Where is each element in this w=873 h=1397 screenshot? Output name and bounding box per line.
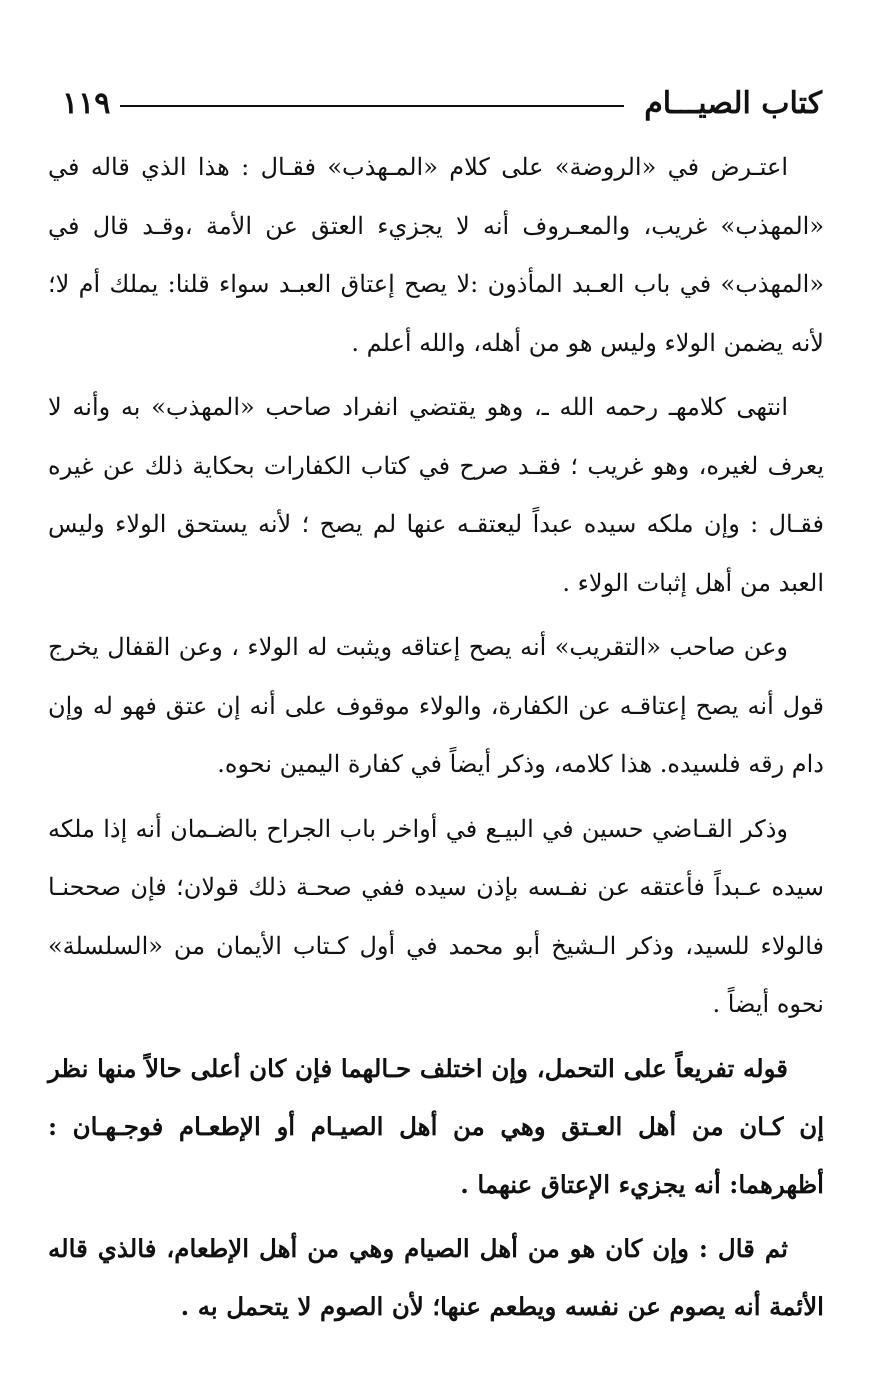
header-rule xyxy=(120,105,624,107)
paragraph-1: اعتـرض في «الروضة» على كلام «المـهذب» فقـال : هذا الذي قاله في «المهذب» غريب، والمعـروف أنه لا يجزيء العتق عن الأمة ،وقـد قال في «المهذب» في باب العـبد المأذون :لا يصح إعتاق العبـد سواء قلنا: يملك أم لا؛ لأنه يضمن الولاء وليس هو من أهله، والله أعلم . xyxy=(48,153,824,357)
paragraph-3: وعن صاحب «التقريب» أنه يصح إعتاقه ويثبت له الولاء ، وعن القفال يخرج قول أنه يصح إعتاقـه عن الكفارة، والولاء موقوف على أنه إن عتق فهو له وإن دام رقه فلسيده. هذا كلامه، وذكر أيضاً في كفارة اليمين نحوه. xyxy=(48,633,824,778)
page-header xyxy=(62,78,822,128)
paragraph-4: وذكر القـاضي حسين في البيـع في أواخر باب الجراح بالضـمان أنه إذا ملكه سيده عـبداً فأعتقه عن نفـسه بإذن سيده ففي صحـة ذلك قولان؛ فإن صححنـا فالولاء للسيد، وذكر الـشيخ أبو محمد في أول كـتاب الأيمان من «السلسلة» نحوه أيضاً . xyxy=(48,814,824,1018)
paragraph-5-quote: قوله تفريعاً على التحمل، وإن اختلف حـالهما فإن كان أعلى حالاً منها نظر إن كـان من أهل العـتق وهي من أهل الصيـام أو الإطعـام فوجـهـان : أظهرهما: أنه يجزيء الإعتاق عنهما . xyxy=(48,1053,824,1199)
chapter-title: كتاب الصيـــام xyxy=(644,85,822,121)
paragraph-6-quote: ثم قال : وإن كان هو من أهل الصيام وهي من أهل الإطعام، فالذي قاله الأئمة أنه يصوم عن نفسه ويطعم عنها؛ لأن الصوم لا يتحمل به . xyxy=(48,1233,824,1321)
paragraph-2: انتهى كلامهـ رحمه الله ـ، وهو يقتضي انفراد صاحب «المهذب» به وأنه لا يعرف لغيره، وهو غريب ؛ فقـد صرح في كتاب الكفارات بحكاية ذلك عن غيره فقـال : وإن ملكه سيده عبداً ليعتقـه عنها لم يصح ؛ لأنه يستحق الولاء وليس العبد من أهل إثبات الولاء . xyxy=(48,393,824,597)
page-number: ١١٩ xyxy=(62,85,111,121)
page-body xyxy=(48,138,824,1342)
